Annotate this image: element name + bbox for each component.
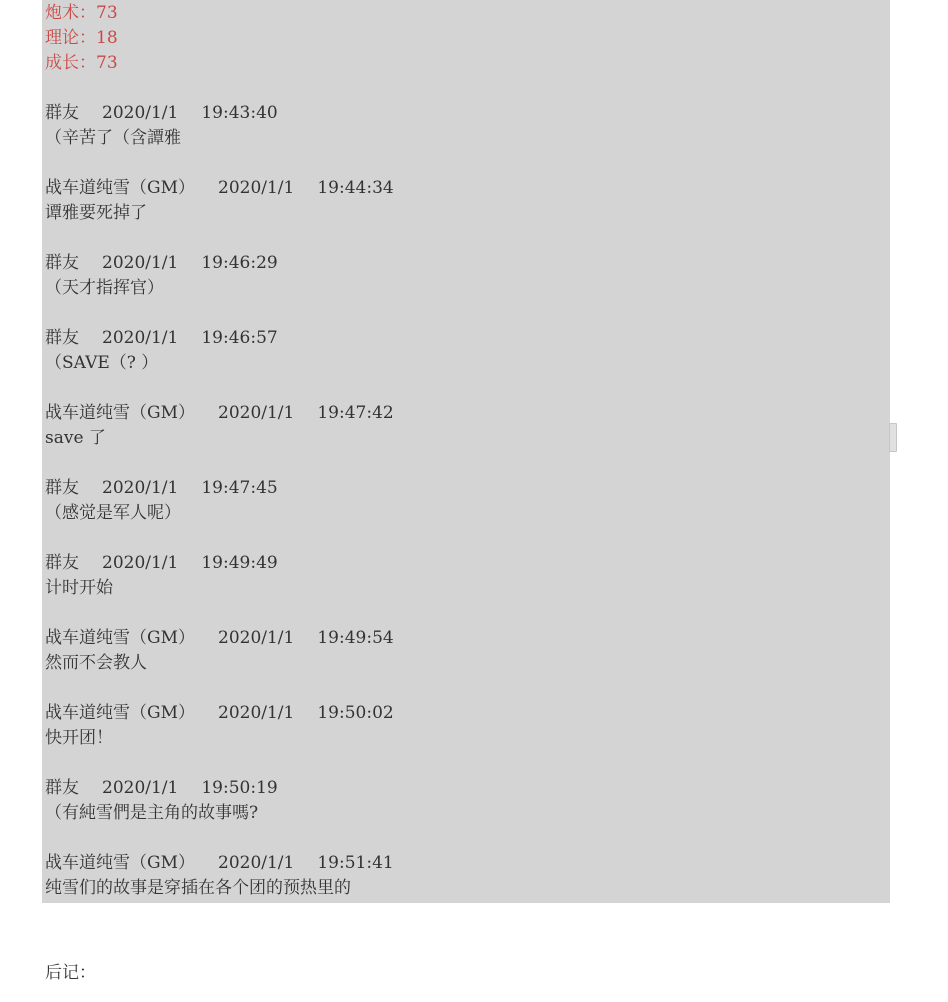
message-header: [45, 101, 890, 126]
message-header: [45, 401, 890, 426]
message-header: [45, 326, 890, 351]
chat-message: [45, 476, 890, 526]
postscript-label: 后记：: [45, 963, 96, 983]
chat-message: [45, 251, 890, 301]
author-name: 群友: [45, 553, 79, 573]
message-text: （有純雪們是主角的故事嗎?: [45, 803, 259, 823]
chat-message: [45, 551, 890, 601]
chat-message: [45, 626, 890, 676]
message-date: 2020/1/1: [102, 253, 179, 273]
chat-message: [45, 401, 890, 451]
message-date: 2020/1/1: [218, 628, 295, 648]
chat-log-panel: [42, 0, 890, 903]
stat-line: 成长：73: [45, 53, 118, 73]
message-time: 19:43:40: [201, 103, 278, 123]
chat-message: [45, 701, 890, 751]
message-date: 2020/1/1: [102, 328, 179, 348]
message-date: 2020/1/1: [218, 178, 295, 198]
chat-message: [45, 101, 890, 151]
message-header: [45, 851, 890, 876]
chat-message: [45, 176, 890, 226]
message-text: （SAVE（? ）: [45, 353, 159, 373]
message-text: （感觉是军人呢）: [45, 503, 181, 523]
message-date: 2020/1/1: [102, 778, 179, 798]
message-time: 19:49:54: [317, 628, 394, 648]
message-text: 纯雪们的故事是穿插在各个团的预热里的: [45, 878, 351, 898]
chat-message: [45, 776, 890, 826]
message-header: [45, 476, 890, 501]
message-header: [45, 176, 890, 201]
message-time: 19:44:34: [317, 178, 394, 198]
message-time: 19:46:57: [201, 328, 278, 348]
message-text: 快开团！: [45, 728, 113, 748]
message-header: [45, 776, 890, 801]
message-time: 19:49:49: [201, 553, 278, 573]
message-text: （天才指挥官）: [45, 278, 164, 298]
message-header: [45, 551, 890, 576]
message-time: 19:50:19: [201, 778, 278, 798]
author-name: 战车道纯雪（GM）: [45, 853, 195, 873]
message-header: [45, 626, 890, 651]
message-date: 2020/1/1: [102, 103, 179, 123]
stats-block: [45, 1, 890, 76]
message-header: [45, 701, 890, 726]
message-time: 19:46:29: [201, 253, 278, 273]
author-name: 战车道纯雪（GM）: [45, 403, 195, 423]
message-text: （辛苦了（含譚雅: [45, 128, 181, 148]
chat-message: [45, 851, 890, 901]
author-name: 群友: [45, 328, 79, 348]
message-date: 2020/1/1: [218, 703, 295, 723]
message-text: 计时开始: [45, 578, 113, 598]
message-time: 19:47:45: [201, 478, 278, 498]
stat-line: 炮术：73: [45, 3, 118, 23]
stat-line: 理论：18: [45, 28, 118, 48]
author-name: 战车道纯雪（GM）: [45, 703, 195, 723]
message-text: 然而不会教人: [45, 653, 147, 673]
chat-message: [45, 326, 890, 376]
message-date: 2020/1/1: [102, 553, 179, 573]
message-time: 19:50:02: [317, 703, 394, 723]
author-name: 群友: [45, 778, 79, 798]
author-name: 群友: [45, 253, 79, 273]
message-time: 19:47:42: [317, 403, 394, 423]
author-name: 群友: [45, 103, 79, 123]
message-text: 谭雅要死掉了: [45, 203, 147, 223]
message-text: save 了: [45, 428, 106, 448]
message-date: 2020/1/1: [218, 853, 295, 873]
author-name: 群友: [45, 478, 79, 498]
message-header: [45, 251, 890, 276]
scrollbar-thumb[interactable]: [889, 423, 897, 452]
author-name: 战车道纯雪（GM）: [45, 178, 195, 198]
author-name: 战车道纯雪（GM）: [45, 628, 195, 648]
message-date: 2020/1/1: [102, 478, 179, 498]
message-date: 2020/1/1: [218, 403, 295, 423]
message-time: 19:51:41: [317, 853, 394, 873]
